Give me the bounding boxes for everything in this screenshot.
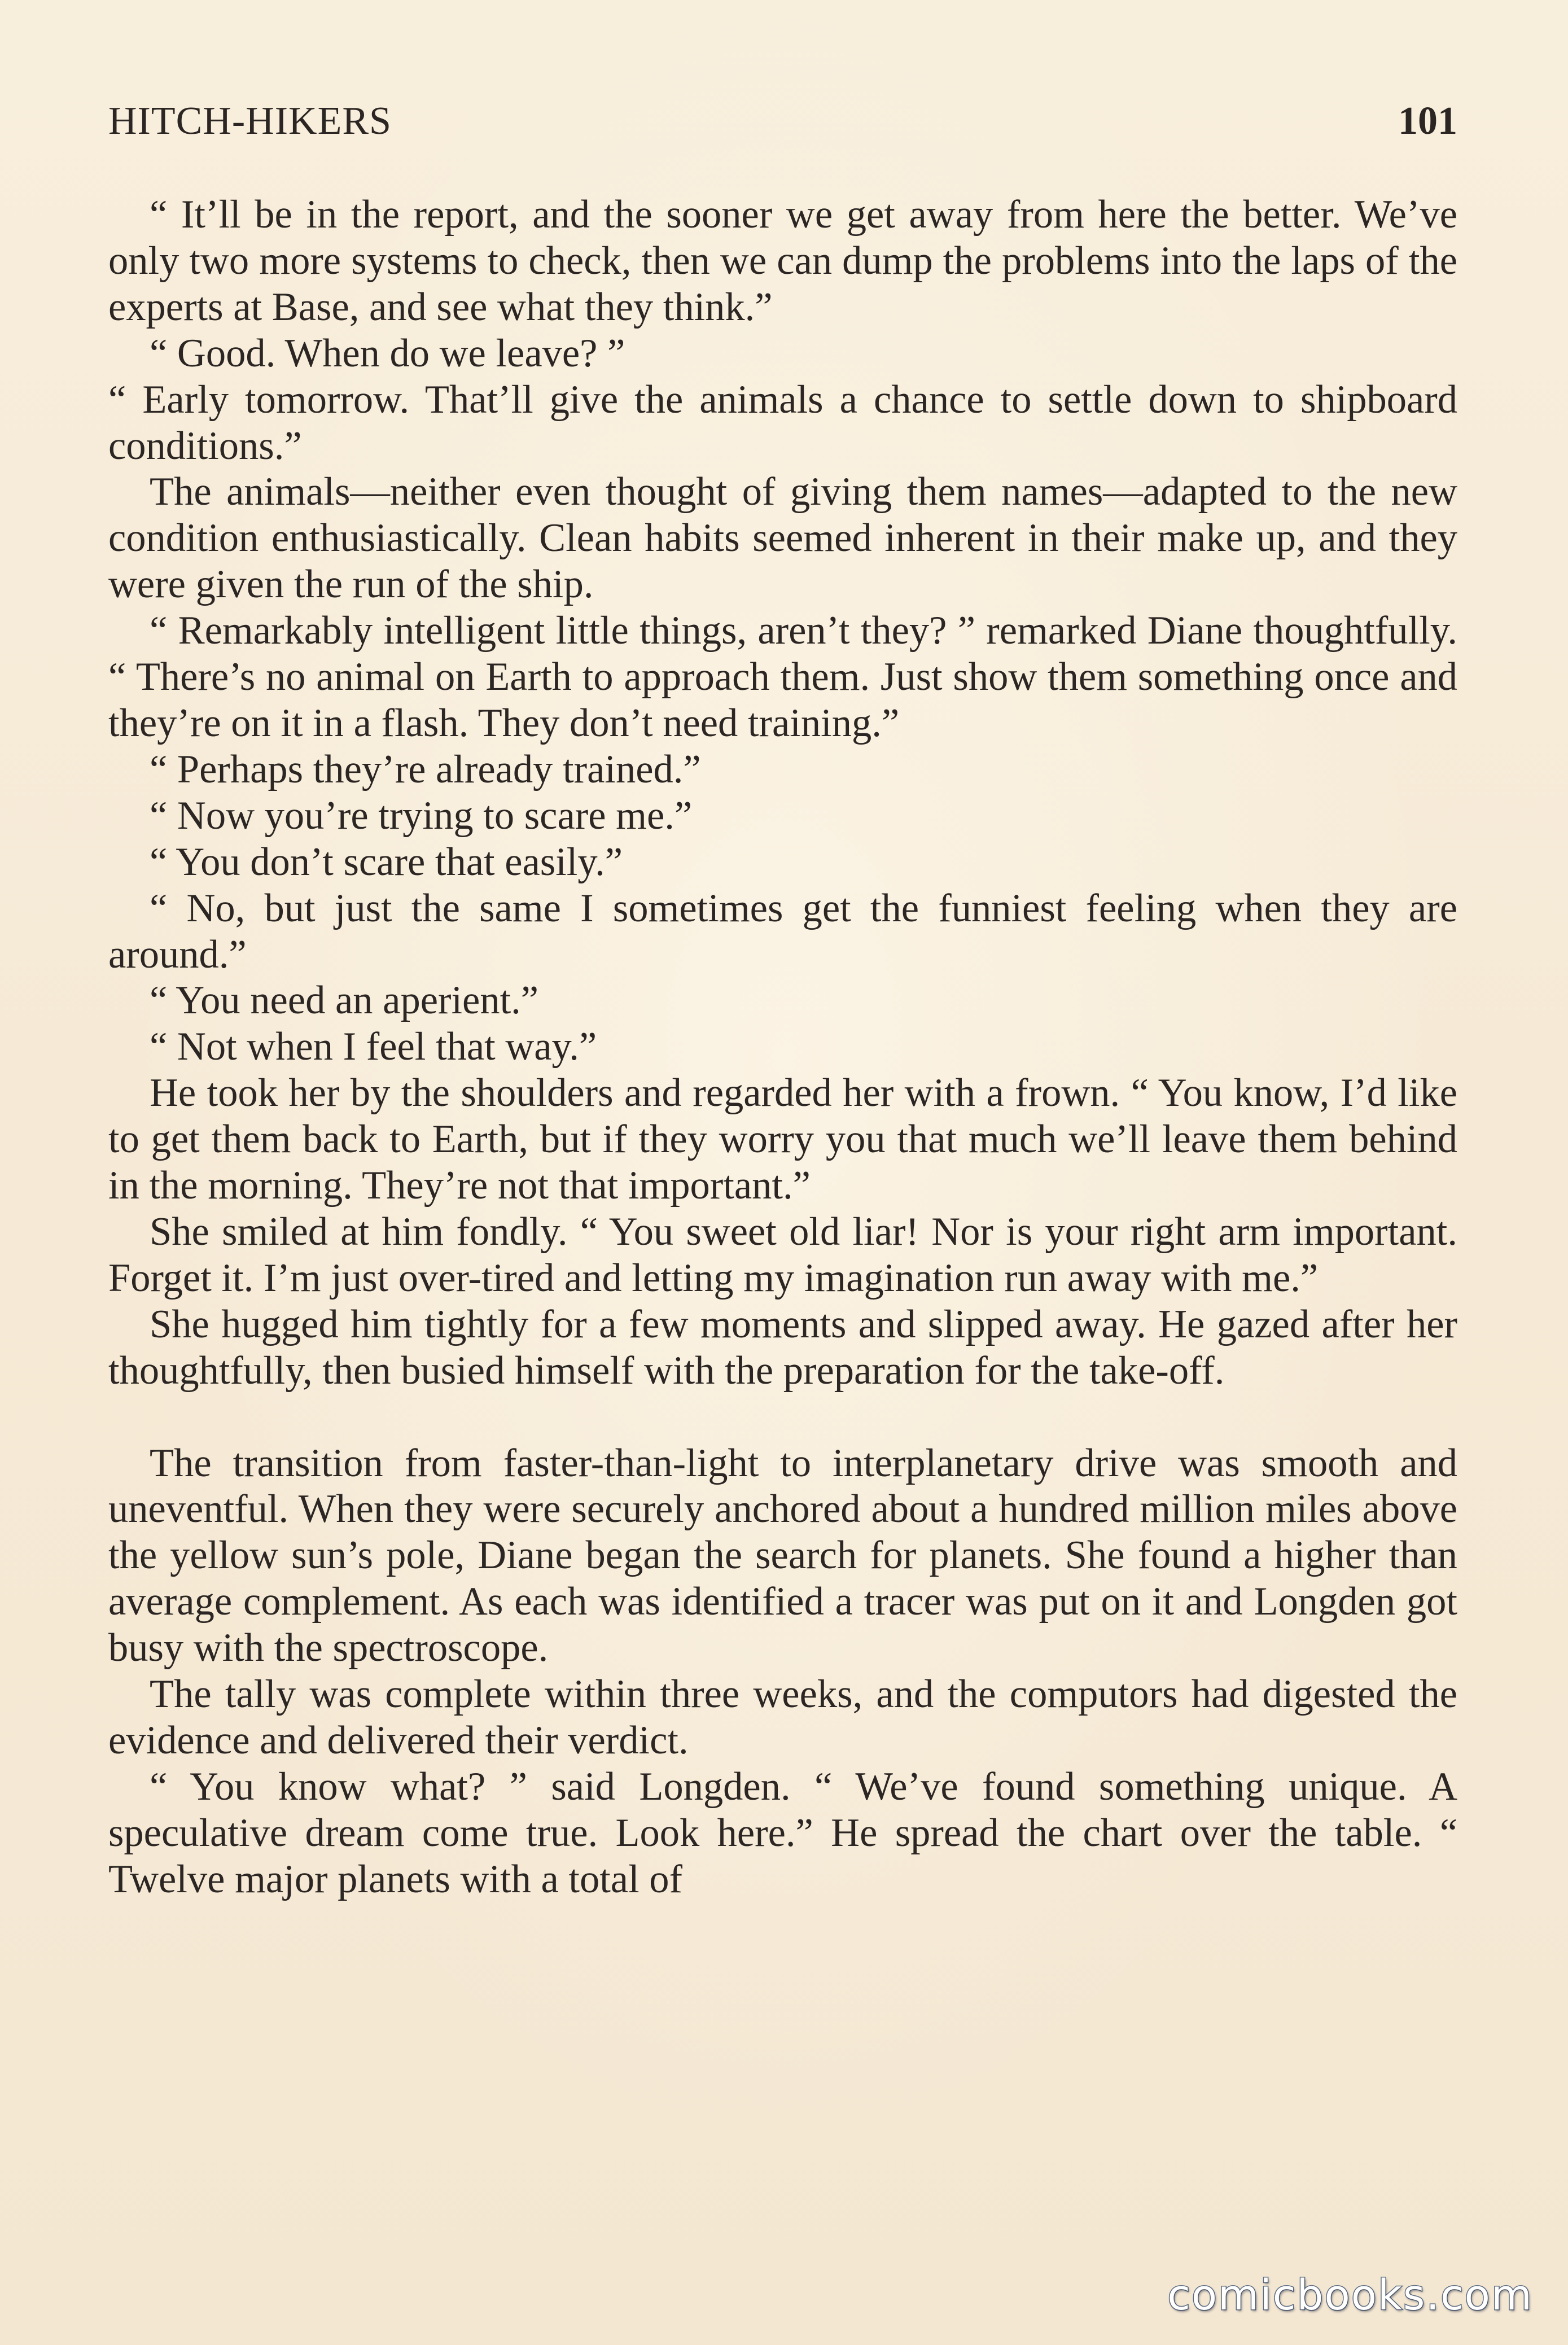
body-text — [108, 192, 1457, 1903]
paragraph: “ You need an aperient.” — [150, 978, 539, 1023]
paragraph: “ Remarkably intelligent little things, aren’t they? ” remarked Diane thoughtfully. “ There’s no animal on Earth to approach them. Just show them something once and they’re on it in a flash. They don’t need training.” — [108, 609, 1457, 745]
running-head: HITCH-HIKERS — [108, 99, 392, 143]
paragraph: The tally was complete within three weeks, and the computors had digested the evidence and delivered their verdict. — [108, 1672, 1457, 1762]
paragraph: He took her by the shoulders and regarded her with a frown. “ You know, I’d like to get them back to Earth, but if they worry you that much we’ll leave them behind in the morning. They’re not that important.” — [108, 1071, 1457, 1208]
paragraph: “ Now you’re trying to scare me.” — [150, 793, 693, 838]
watermark-logo: comicbooks.com — [1167, 2271, 1533, 2320]
paragraph: “ You don’t scare that easily.” — [150, 839, 623, 884]
paragraph: “ You know what? ” said Longden. “ We’ve found something unique. A speculative dream come true. Look here.” He spread the chart over the table. “ Twelve major planets with a total of — [108, 1764, 1457, 1901]
paragraph: The transition from faster-than-light to interplanetary drive was smooth and uneventful. When they were securely anchored about a hundred million miles above the yellow sun’s pole, Diane began the search for planets. She found a higher than average complement. As each was identified a tracer was put on it and Longden got busy with the spectroscope. — [108, 1441, 1457, 1670]
paragraph: “ Early tomorrow. That’ll give the animals a chance to settle down to shipboard conditions.” — [108, 377, 1457, 468]
section-break — [108, 1394, 1457, 1441]
page-number: 101 — [1398, 99, 1457, 143]
paragraph: She hugged him tightly for a few moments and slipped away. He gazed after her thoughtfully, then busied himself with the preparation for the take-off. — [108, 1302, 1457, 1393]
paragraph: “ Not when I feel that way.” — [150, 1025, 597, 1069]
paragraph: “ Perhaps they’re already trained.” — [150, 747, 701, 791]
paragraph: “ Good. When do we leave? ” — [150, 331, 625, 375]
paragraph: “ No, but just the same I sometimes get the funniest feeling when they are around.” — [108, 886, 1457, 977]
paragraph: The animals—neither even thought of giving them names—adapted to the new condition enthusiastically. Clean habits seemed inherent in their make up, and they were given the run of the ship. — [108, 470, 1457, 607]
page-header — [108, 96, 1457, 147]
paragraph: She smiled at him fondly. “ You sweet old liar! Nor is your right arm important. Forget it. I’m just over-tired and letting my imagination run away with me.” — [108, 1209, 1457, 1300]
paragraph: “ It’ll be in the report, and the sooner we get away from here the better. We’ve only two more systems to check, then we can dump the problems into the laps of the experts at Base, and see what they think.” — [108, 193, 1457, 329]
